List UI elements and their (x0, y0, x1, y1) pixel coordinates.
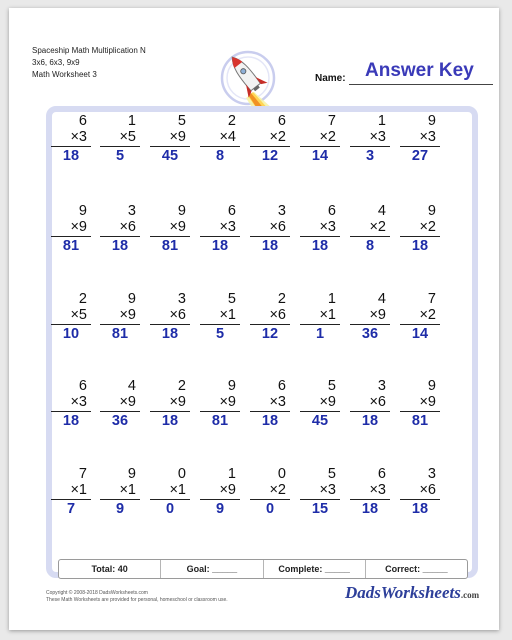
problem-multiplier: ×9 (319, 394, 336, 410)
problem-answer: 18 (51, 146, 91, 164)
problem-multiplier: ×9 (119, 394, 136, 410)
problem-answer: 27 (400, 146, 440, 164)
problem-answer: 10 (51, 324, 91, 342)
problem-multiplier: ×2 (369, 219, 386, 235)
problem-multiplier: ×2 (269, 482, 286, 498)
problem (250, 466, 290, 517)
problem-answer: 9 (200, 499, 240, 517)
problem-answer: 18 (350, 499, 390, 517)
problem-answer: 15 (300, 499, 340, 517)
problem-answer: 0 (250, 499, 290, 517)
problem-multiplier: ×9 (169, 394, 186, 410)
problem-answer: 81 (150, 236, 190, 254)
problem-top-number: 6 (277, 113, 286, 129)
problem-top-number: 2 (78, 291, 87, 307)
problem-top-number: 1 (227, 466, 236, 482)
problem (300, 291, 340, 342)
problem-answer: 81 (400, 411, 440, 429)
problem-answer: 81 (51, 236, 91, 254)
problem-multiplier: ×9 (419, 394, 436, 410)
problem (100, 378, 140, 429)
problem-multiplier: ×4 (219, 129, 236, 145)
problem-multiplier: ×3 (219, 219, 236, 235)
copyright-line: Copyright © 2008-2018 DadsWorksheets.com (46, 590, 148, 596)
problem (200, 113, 240, 164)
problem-answer: 3 (350, 146, 390, 164)
problem (200, 466, 240, 517)
usage-line: These Math Worksheets are provided for personal, homeschool or classroom use. (46, 597, 228, 603)
problem-answer: 14 (300, 146, 340, 164)
problem-answer: 18 (350, 411, 390, 429)
problem (150, 378, 190, 429)
copyright-notice (46, 590, 228, 604)
problem (51, 291, 91, 342)
problem-multiplier: ×1 (70, 482, 87, 498)
complete-field: Complete: _____ (263, 560, 365, 578)
problem-multiplier: ×3 (319, 482, 336, 498)
problem (100, 466, 140, 517)
goal-field: Goal: _____ (160, 560, 262, 578)
worksheet-header (32, 45, 146, 81)
problem-answer: 8 (200, 146, 240, 164)
problem (300, 113, 340, 164)
problem-top-number: 3 (277, 203, 286, 219)
problem (150, 203, 190, 254)
problem (51, 378, 91, 429)
problem (250, 378, 290, 429)
problem-answer: 18 (400, 499, 440, 517)
problem-multiplier: ×2 (319, 129, 336, 145)
problem-answer: 18 (51, 411, 91, 429)
problem-multiplier: ×9 (119, 307, 136, 323)
problem-multiplier: ×1 (169, 482, 186, 498)
problem-top-number: 6 (277, 378, 286, 394)
problem-top-number: 3 (127, 203, 136, 219)
problem-top-number: 5 (177, 113, 186, 129)
problem-answer: 18 (100, 236, 140, 254)
problem (100, 291, 140, 342)
problem (400, 291, 440, 342)
problem (300, 466, 340, 517)
problem-multiplier: ×6 (119, 219, 136, 235)
problem-answer: 9 (100, 499, 140, 517)
problem-answer: 81 (200, 411, 240, 429)
answer-key-title: Answer Key (365, 60, 474, 81)
problem (350, 113, 390, 164)
problem (200, 291, 240, 342)
problem-answer: 12 (250, 324, 290, 342)
problem-multiplier: ×6 (169, 307, 186, 323)
worksheet-title: Spaceship Math Multiplication N (32, 46, 146, 55)
problem-multiplier: ×9 (219, 482, 236, 498)
problem-top-number: 6 (377, 466, 386, 482)
problem-top-number: 6 (78, 378, 87, 394)
problem (350, 291, 390, 342)
problem-multiplier: ×6 (369, 394, 386, 410)
name-label: Name: (315, 73, 346, 84)
problem-answer: 5 (200, 324, 240, 342)
problem-top-number: 3 (427, 466, 436, 482)
problem-answer: 7 (51, 499, 91, 517)
problem (400, 203, 440, 254)
problem (100, 203, 140, 254)
problem (350, 203, 390, 254)
problem (100, 113, 140, 164)
problem-top-number: 6 (227, 203, 236, 219)
problem-top-number: 1 (327, 291, 336, 307)
problem-top-number: 1 (127, 113, 136, 129)
problem-answer: 45 (300, 411, 340, 429)
problem-multiplier: ×3 (419, 129, 436, 145)
problem-answer: 5 (100, 146, 140, 164)
problem-top-number: 9 (177, 203, 186, 219)
problem-top-number: 7 (427, 291, 436, 307)
problem-answer: 18 (400, 236, 440, 254)
name-underline (349, 84, 493, 85)
problem (200, 378, 240, 429)
problem (150, 466, 190, 517)
problem-top-number: 9 (427, 113, 436, 129)
problem (250, 113, 290, 164)
worksheet-facts: 3x6, 6x3, 9x9 (32, 58, 80, 67)
problem (350, 466, 390, 517)
problem-multiplier: ×3 (70, 129, 87, 145)
problem-top-number: 2 (277, 291, 286, 307)
problem-multiplier: ×2 (419, 307, 436, 323)
problem-answer: 0 (150, 499, 190, 517)
problem-top-number: 6 (327, 203, 336, 219)
problem (51, 203, 91, 254)
problem-answer: 18 (300, 236, 340, 254)
problem (300, 378, 340, 429)
problem-top-number: 5 (327, 466, 336, 482)
problem-multiplier: ×3 (269, 394, 286, 410)
problem-top-number: 9 (427, 378, 436, 394)
correct-field: Correct: _____ (365, 560, 467, 578)
problem-answer: 36 (100, 411, 140, 429)
problem-answer: 45 (150, 146, 190, 164)
problem-answer: 36 (350, 324, 390, 342)
problem-top-number: 9 (78, 203, 87, 219)
problem-top-number: 2 (227, 113, 236, 129)
dadsworksheets-logo (345, 583, 479, 603)
problem-top-number: 0 (277, 466, 286, 482)
problem-top-number: 3 (177, 291, 186, 307)
problem-top-number: 0 (177, 466, 186, 482)
problem (250, 291, 290, 342)
problem-answer: 18 (150, 324, 190, 342)
problem-multiplier: ×9 (169, 219, 186, 235)
problem-multiplier: ×2 (269, 129, 286, 145)
problem-multiplier: ×5 (70, 307, 87, 323)
problem (150, 113, 190, 164)
problem-top-number: 9 (127, 466, 136, 482)
logo-text: DadsWorksheets (345, 583, 461, 602)
problem (150, 291, 190, 342)
problem-top-number: 4 (377, 203, 386, 219)
problem-multiplier: ×6 (269, 307, 286, 323)
problem (51, 466, 91, 517)
problem-answer: 14 (400, 324, 440, 342)
problem-multiplier: ×9 (369, 307, 386, 323)
problem-multiplier: ×9 (70, 219, 87, 235)
problem (300, 203, 340, 254)
problem-top-number: 5 (327, 378, 336, 394)
problem-multiplier: ×1 (119, 482, 136, 498)
problem (200, 203, 240, 254)
logo-suffix: .com (460, 590, 480, 600)
problem-answer: 18 (250, 411, 290, 429)
problem-multiplier: ×9 (169, 129, 186, 145)
problem-top-number: 5 (227, 291, 236, 307)
problem-multiplier: ×3 (369, 482, 386, 498)
problem (400, 113, 440, 164)
worksheet-number: Math Worksheet 3 (32, 70, 97, 79)
problem-answer: 18 (150, 411, 190, 429)
problem-multiplier: ×3 (319, 219, 336, 235)
problem (250, 203, 290, 254)
problem-top-number: 4 (127, 378, 136, 394)
problem-answer: 1 (300, 324, 340, 342)
total-field: Total: 40 (91, 564, 128, 574)
problem-multiplier: ×6 (269, 219, 286, 235)
problem-answer: 18 (200, 236, 240, 254)
problem-top-number: 3 (377, 378, 386, 394)
problem-multiplier: ×2 (419, 219, 436, 235)
problem-multiplier: ×9 (219, 394, 236, 410)
problem-top-number: 9 (427, 203, 436, 219)
problem-top-number: 6 (78, 113, 87, 129)
problem-top-number: 1 (377, 113, 386, 129)
problem-top-number: 2 (177, 378, 186, 394)
problem-answer: 81 (100, 324, 140, 342)
problem (51, 113, 91, 164)
problem-multiplier: ×3 (369, 129, 386, 145)
problem-top-number: 7 (327, 113, 336, 129)
name-field (315, 60, 495, 86)
problem-answer: 12 (250, 146, 290, 164)
problem-top-number: 4 (377, 291, 386, 307)
problem-answer: 8 (350, 236, 390, 254)
problem (350, 378, 390, 429)
problem-top-number: 7 (78, 466, 87, 482)
problem-top-number: 9 (127, 291, 136, 307)
score-bar (58, 559, 468, 579)
problem (400, 466, 440, 517)
problem (400, 378, 440, 429)
problem-multiplier: ×1 (319, 307, 336, 323)
problem-answer: 18 (250, 236, 290, 254)
problem-multiplier: ×5 (119, 129, 136, 145)
worksheet-page (9, 8, 499, 630)
problem-multiplier: ×3 (70, 394, 87, 410)
problem-multiplier: ×1 (219, 307, 236, 323)
problem-multiplier: ×6 (419, 482, 436, 498)
problem-top-number: 9 (227, 378, 236, 394)
